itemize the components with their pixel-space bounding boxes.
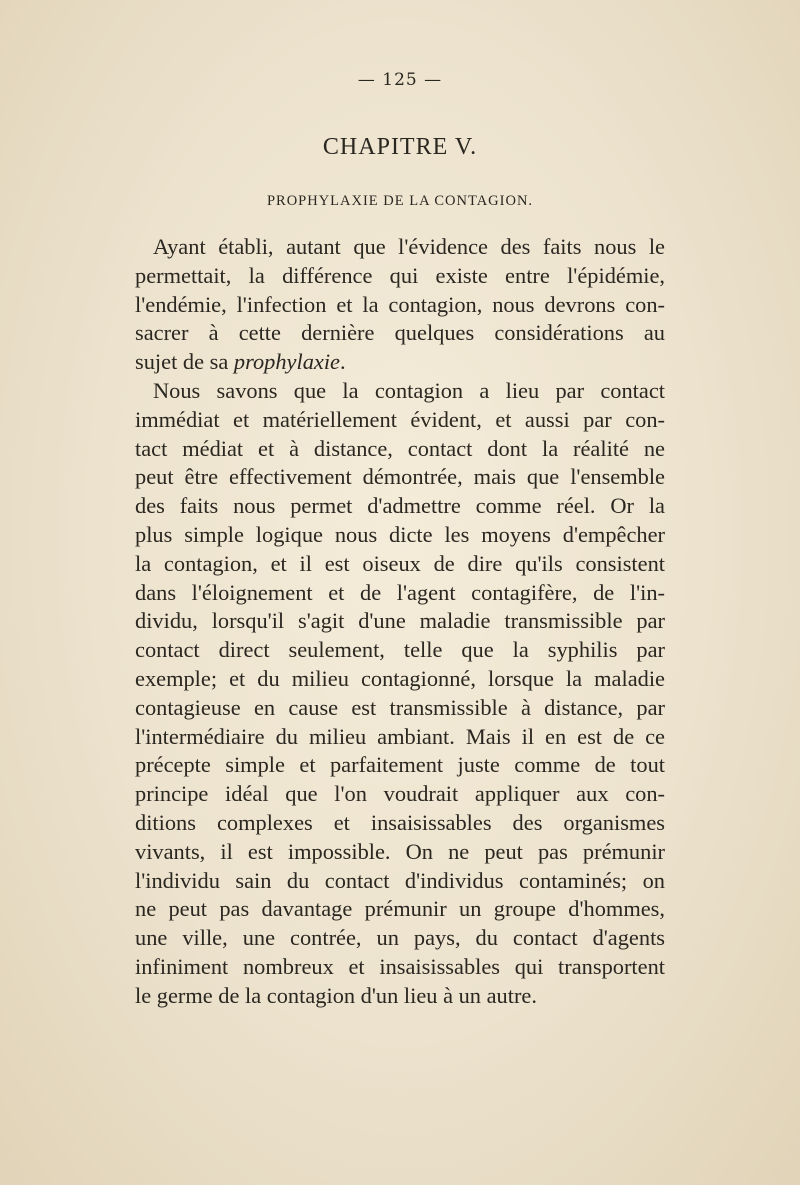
text-line: une ville, une contrée, un pays, du contact d'agents — [135, 925, 665, 951]
section-title: PROPHYLAXIE DE LA CONTAGION. — [266, 193, 534, 209]
chapter-title: CHAPITRE V. — [322, 134, 478, 160]
text-line: l'endémie, l'infection et la contagion, nous devrons con- — [135, 291, 665, 317]
text-fragment: . — [340, 349, 346, 375]
text-line: ditions complexes et insaisissables des organismes — [135, 809, 665, 835]
text-line: sacrer à cette dernière quelques considérations au — [135, 320, 665, 346]
paragraph-2 — [135, 377, 665, 1011]
text-fragment: sujet de sa — [135, 349, 234, 375]
text-line: le germe de la contagion d'un lieu à un autre. — [135, 982, 537, 1008]
text-line: immédiat et matériellement évident, et aussi par con- — [135, 406, 665, 432]
text-line: précepte simple et parfaitement juste comme de tout — [135, 752, 665, 778]
text-line: permettait, la différence qui existe entre l'épidémie, — [135, 262, 665, 288]
text-line: Ayant établi, autant que l'évidence des faits nous le — [153, 234, 665, 259]
text-line: principe idéal que l'on voudrait appliquer aux con- — [135, 781, 665, 807]
text-line: plus simple logique nous dicte les moyens d'empêcher — [135, 521, 665, 547]
text-line-last — [135, 348, 665, 377]
page-number: — 125 — — [357, 70, 443, 90]
italic-term: prophylaxie — [233, 349, 340, 375]
text-line: ne peut pas davantage prémunir un groupe d'hommes, — [135, 896, 665, 922]
text-line: la contagion, et il est oiseux de dire qu'ils consistent — [135, 550, 665, 576]
text-line: contagieuse en cause est transmissible à distance, par — [135, 694, 665, 720]
text-line: exemple; et du milieu contagionné, lorsque la maladie — [135, 665, 665, 691]
text-line: dans l'éloignement et de l'agent contagifère, de l'in- — [135, 579, 665, 605]
text-line: vivants, il est impossible. On ne peut pas prémunir — [135, 838, 665, 864]
text-line: Nous savons que la contagion a lieu par contact — [153, 377, 665, 403]
paragraph-1 — [135, 233, 665, 377]
text-line: tact médiat et à distance, contact dont la réalité ne — [135, 435, 665, 461]
text-line: infiniment nombreux et insaisissables qui transportent — [135, 953, 665, 979]
text-line: dividu, lorsqu'il s'agit d'une maladie transmissible par — [135, 608, 665, 634]
text-line: des faits nous permet d'admettre comme réel. Or la — [135, 493, 665, 519]
body-text — [135, 233, 665, 1011]
text-line: l'intermédiaire du milieu ambiant. Mais il en est de ce — [135, 723, 665, 749]
text-line: contact direct seulement, telle que la syphilis par — [135, 637, 665, 663]
text-line: peut être effectivement démontrée, mais que l'ensemble — [135, 464, 665, 490]
text-line: l'individu sain du contact d'individus contaminés; on — [135, 867, 665, 893]
